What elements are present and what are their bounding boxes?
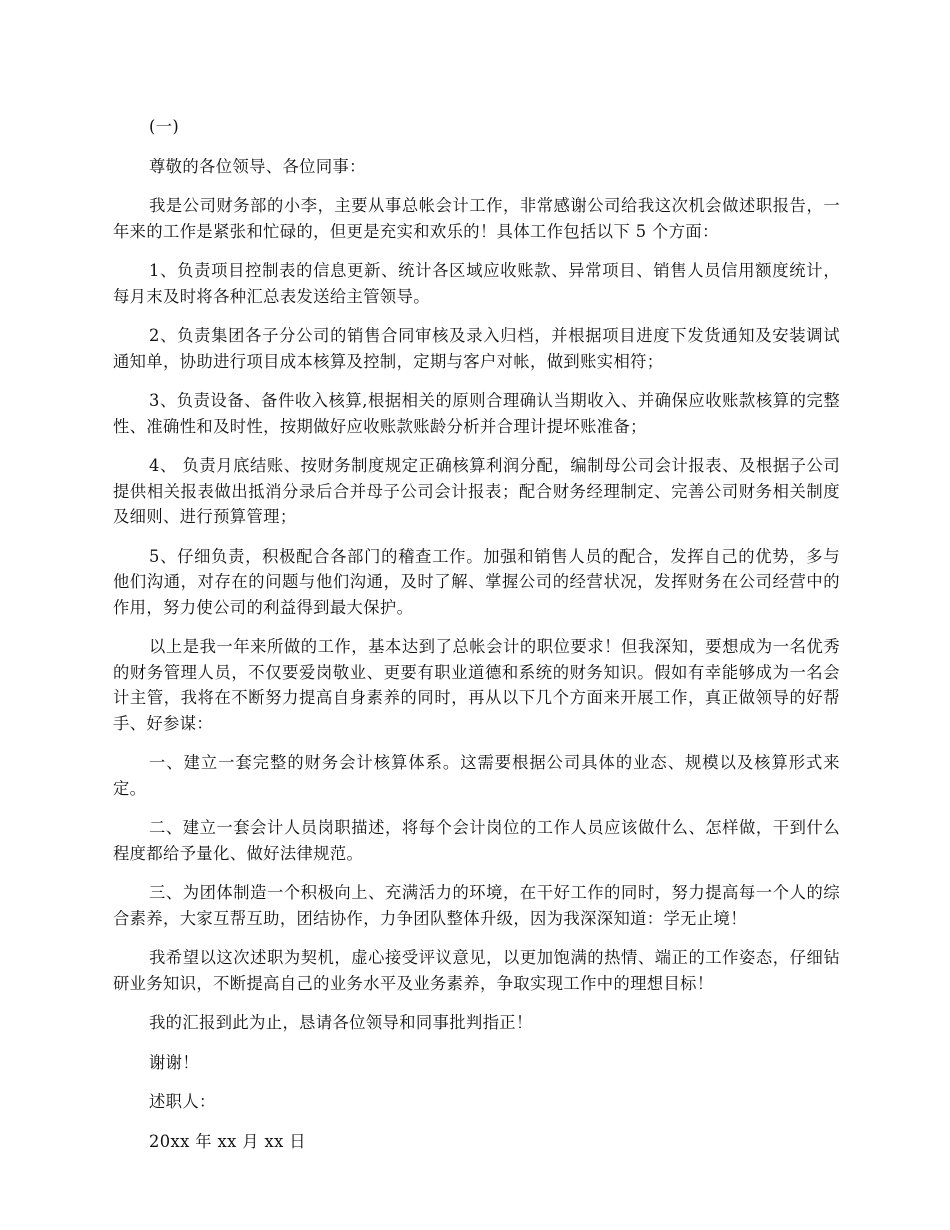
thanks-line: 谢谢！ — [149, 1052, 200, 1072]
paragraph-summary: 以上是我一年来所做的工作，基本达到了总帐会计的职位要求！但我深知，要想成为一名优秀的财务管理人员，不仅要爱岗敬业、更要有职业道德和系统的财务知识。假如有幸能够成为一名会计主管，我将在不断努力提高自身素养的同时，再从以下几个方面来开展工作，真正做领导的好帮手、好参谋： — [113, 637, 840, 733]
paragraph-duty-3: 3、负责设备、备件收入核算,根据相关的原则合理确认当期收入、并确保应收账款核算的完整性、准确性和及时性，按期做好应收账款账龄分析并合理计提坏账准备； — [113, 391, 840, 436]
paragraph-plan-3: 三、为团体制造一个积极向上、充满活力的环境，在干好工作的同时，努力提高每一个人的综合素养，大家互帮互助，团结协作，力争团队整体升级，因为我深深知道：学无止境！ — [113, 883, 840, 928]
paragraph-duty-4: 4、 负责月底结账、按财务制度规定正确核算利润分配，编制母公司会计报表、及根据子公司 提供相关报表做出抵消分录后合并母子公司会计报表；配合财务经理制定、完善公司财务相关制度及细则、进行预算管理； — [113, 456, 840, 526]
paragraph-intro: 我是公司财务部的小李，主要从事总帐会计工作，非常感谢公司给我这次机会做述职报告，一年来的工作是紧张和忙碌的，但更是充实和欢乐的！具体工作包括以下 5 个方面： — [113, 196, 840, 241]
paragraph-duty-5: 5、仔细负责，积极配合各部门的稽查工作。加强和销售人员的配合，发挥自己的优势，多与他们沟通，对存在的问题与他们沟通，及时了解、掌握公司的经营状况，发挥财务在公司经营中的作用，努力使公司的利益得到最大保护。 — [113, 546, 840, 617]
paragraph-hope: 我希望以这次述职为契机，虚心接受评议意见，以更加饱满的热情、端正的工作姿态，仔细钻研业务知识，不断提高自己的业务水平及业务素养，争取实现工作中的理想目标！ — [113, 948, 840, 993]
paragraph-duty-2: 2、负责集团各子分公司的销售合同审核及录入归档，并根据项目进度下发货通知及安装调试通知单，协助进行项目成本核算及控制，定期与客户对帐，做到账实相符； — [113, 326, 840, 371]
paragraph-duty-1: 1、负责项目控制表的信息更新、统计各区域应收账款、异常项目、销售人员信用额度统计，每月末及时将各种汇总表发送给主管领导。 — [113, 261, 840, 306]
paragraph-plan-2: 二、建立一套会计人员岗职描述，将每个会计岗位的工作人员应该做什么、怎样做，干到什么程度都给予量化、做好法律规范。 — [113, 818, 840, 863]
signature-label: 述职人： — [149, 1092, 216, 1111]
paragraph-plan-1: 一、建立一套完整的财务会计核算体系。这需要根据公司具体的业态、规模以及核算形式来定。 — [113, 753, 840, 798]
salutation: 尊敬的各位领导、各位同事： — [149, 156, 366, 176]
section-heading: (一) — [149, 117, 180, 136]
document-body — [113, 114, 840, 1154]
date-line: 20xx 年 xx 月 xx 日 — [149, 1131, 306, 1151]
paragraph-closing: 我的汇报到此为止，恳请各位领导和同事批判指正！ — [149, 1013, 533, 1032]
